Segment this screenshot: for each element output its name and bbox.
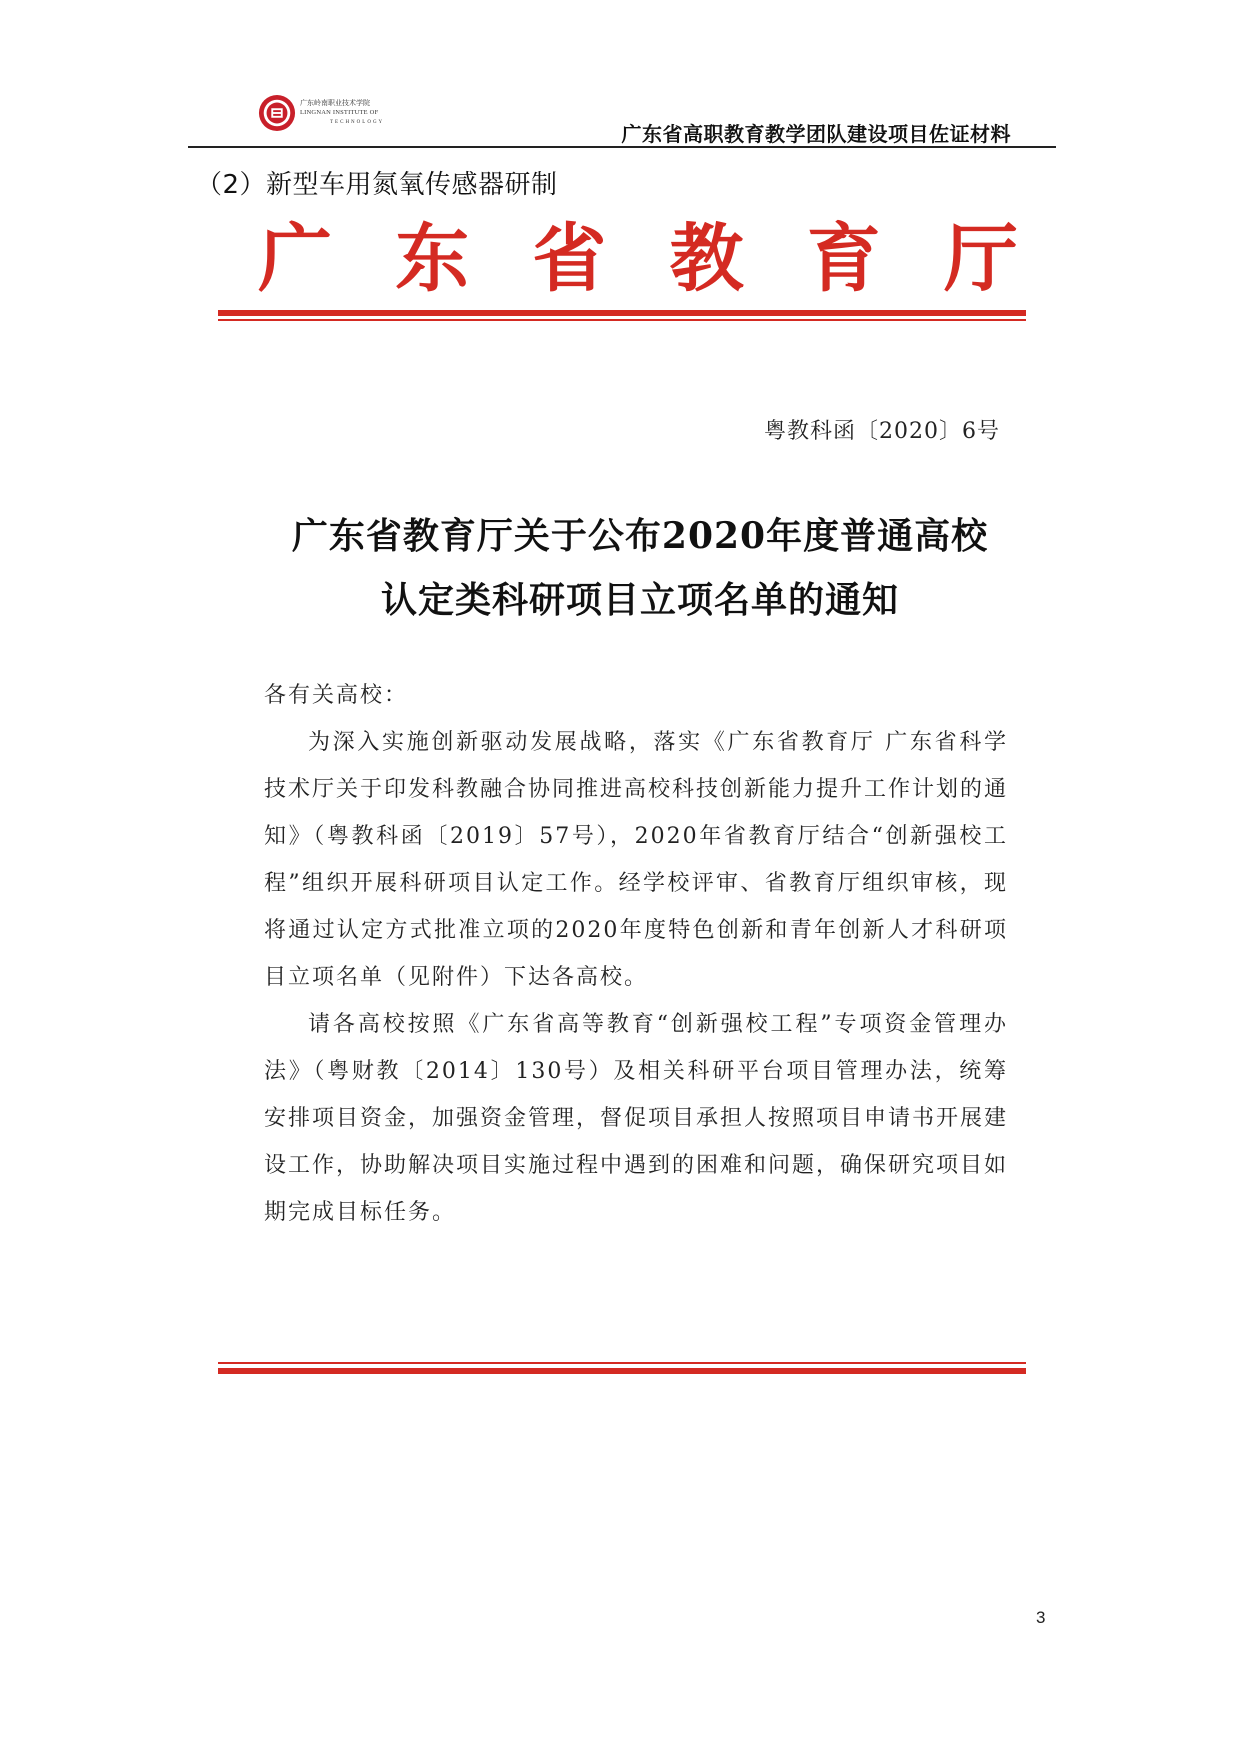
letterhead-red-rule (218, 310, 1026, 316)
college-name-cn: 广东岭南职业技术学院 (300, 99, 370, 107)
document-title (250, 504, 1030, 632)
letterhead-char: 厅 (943, 216, 1018, 302)
letterhead-char: 东 (395, 216, 470, 302)
body-paragraph-2: 请各高校按照《广东省高等教育“创新强校工程”专项资金管理办法》（粤财教〔2014〕130号）及相关科研平台项目管理办法，统筹安排项目资金，加强资金管理，督促项目承担人按照项目申请书开展建设工作，协助解决项目实施过程中遇到的困难和问题，确保研究项目如期完成目标任务。 (264, 1012, 1009, 1225)
footer-red-rule-thin (218, 1362, 1026, 1364)
letterhead-red-rule-thin (218, 319, 1026, 321)
header-title: 广东省高职教育教学团队建设项目佐证材料 (621, 122, 1011, 146)
document-body (264, 672, 1008, 1236)
page-header (188, 80, 1056, 148)
footer-red-rule (218, 1368, 1026, 1374)
letterhead-char: 教 (669, 216, 744, 302)
page-number: 3 (1036, 1608, 1046, 1627)
document-title-line-2: 认定类科研项目立项名单的通知 (380, 579, 899, 621)
header-divider (188, 146, 1056, 148)
document-number: 粤教科函〔2020〕6号 (764, 419, 1000, 444)
letterhead (258, 214, 1018, 304)
section-title: （2）新型车用氮氧传感器研制 (196, 170, 558, 200)
college-logo-icon (258, 94, 296, 132)
college-name (300, 98, 384, 128)
letterhead-char: 育 (806, 216, 881, 302)
salutation: 各有关高校： (264, 683, 409, 708)
college-name-en-2: TECHNOLOGY (330, 120, 385, 125)
document-title-line-1: 广东省教育厅关于公布2020年度普通高校 (291, 515, 989, 557)
letterhead-char: 省 (532, 216, 607, 302)
letterhead-char: 广 (258, 216, 332, 302)
college-name-en: LINGNAN INSTITUTE OF (300, 109, 379, 116)
body-paragraph-1: 为深入实施创新驱动发展战略，落实《广东省教育厅 广东省科学技术厅关于印发科教融合协同推进高校科技创新能力提升工作计划的通知》（粤教科函〔2019〕57号），2020年省教育厅结合“创新强校工程”组织开展科研项目认定工作。经学校评审、省教育厅组织审核，现将通过认定方式批准立项的2020年度特色创新和青年创新人才科研项目立项名单（见附件）下达各高校。 (264, 730, 1009, 990)
